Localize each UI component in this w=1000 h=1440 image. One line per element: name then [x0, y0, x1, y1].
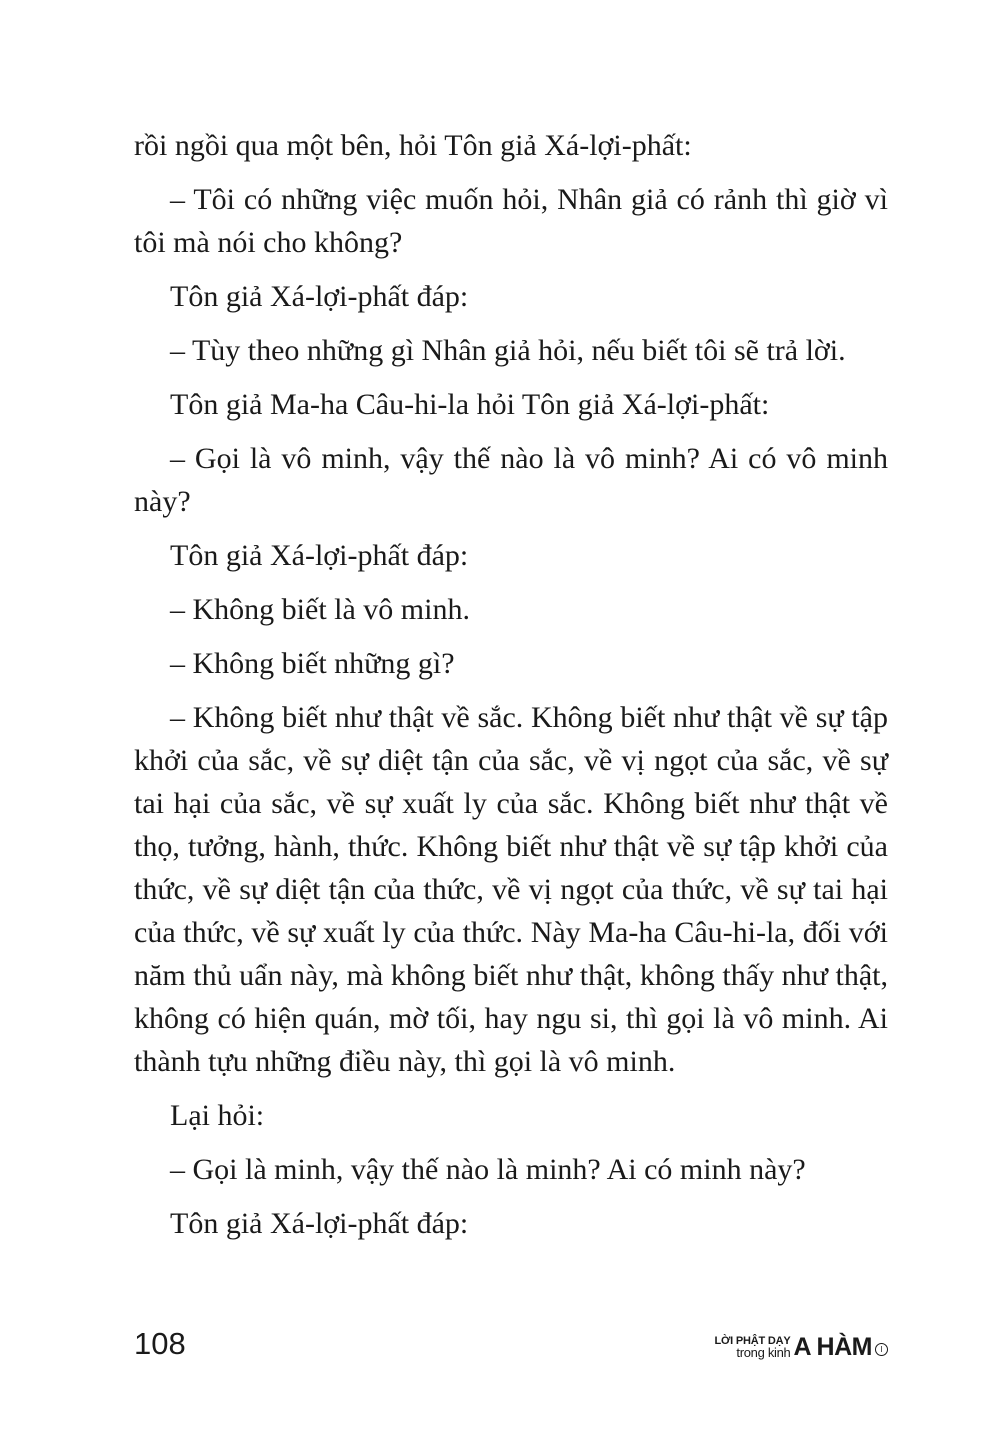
- paragraph-10: – Không biết như thật về sắc. Không biết như thật về sự tập khởi của sắc, về sự diệt tận của sắc, về vị ngọt của sắc, về sự tai hại của sắc, về sự xuất ly của sắc. Không biết như thật về thọ, tưởng, hành, thức. Không biết như thật về sự tập khởi của thức, về sự diệt tận của thức, về vị ngọt của thức, về sự tai hại của thức, về sự xuất ly của thức. Này Ma-ha Câu-hi-la, đối với năm thủ uẩn này, mà không biết như thật, không thấy như thật, không có hiện quán, mờ tối, hay ngu si, thì gọi là vô minh. Ai thành tựu những điều này, thì gọi là vô minh.: [134, 701, 888, 1078]
- book-brand-logo: [714, 1332, 888, 1362]
- paragraph-1: rồi ngồi qua một bên, hỏi Tôn giả Xá-lợi-phất:: [134, 129, 692, 162]
- paragraph-4: – Tùy theo những gì Nhân giả hỏi, nếu biết tôi sẽ trả lời.: [170, 334, 846, 367]
- paragraph-9: – Không biết những gì?: [170, 647, 455, 680]
- paragraph-13: Tôn giả Xá-lợi-phất đáp:: [170, 1207, 469, 1240]
- paragraph-5: Tôn giả Ma-ha Câu-hi-la hỏi Tôn giả Xá-lợi-phất:: [170, 388, 770, 421]
- brand-line2: trong kinh: [736, 1345, 791, 1360]
- paragraph-3: Tôn giả Xá-lợi-phất đáp:: [170, 280, 469, 313]
- paragraph-12: – Gọi là minh, vậy thế nào là minh? Ai có minh này?: [170, 1153, 806, 1186]
- brand-volume-badge: I: [875, 1343, 888, 1356]
- paragraph-7: Tôn giả Xá-lợi-phất đáp:: [170, 539, 469, 572]
- brand-title: A HÀM: [793, 1332, 872, 1361]
- paragraph-8: – Không biết là vô minh.: [170, 593, 470, 626]
- brand-line1: LỜI PHẬT DẠY: [714, 1335, 791, 1347]
- page-body: [134, 124, 888, 1256]
- page-number: 108: [134, 1326, 186, 1361]
- paragraph-6: – Gọi là vô minh, vậy thế nào là vô minh? Ai có vô minh này?: [134, 442, 888, 518]
- paragraph-2: – Tôi có những việc muốn hỏi, Nhân giả có rảnh thì giờ vì tôi mà nói cho không?: [134, 183, 888, 259]
- page-footer: [134, 1322, 888, 1370]
- paragraph-11: Lại hỏi:: [170, 1099, 265, 1132]
- brand-subtitle: [714, 1335, 790, 1359]
